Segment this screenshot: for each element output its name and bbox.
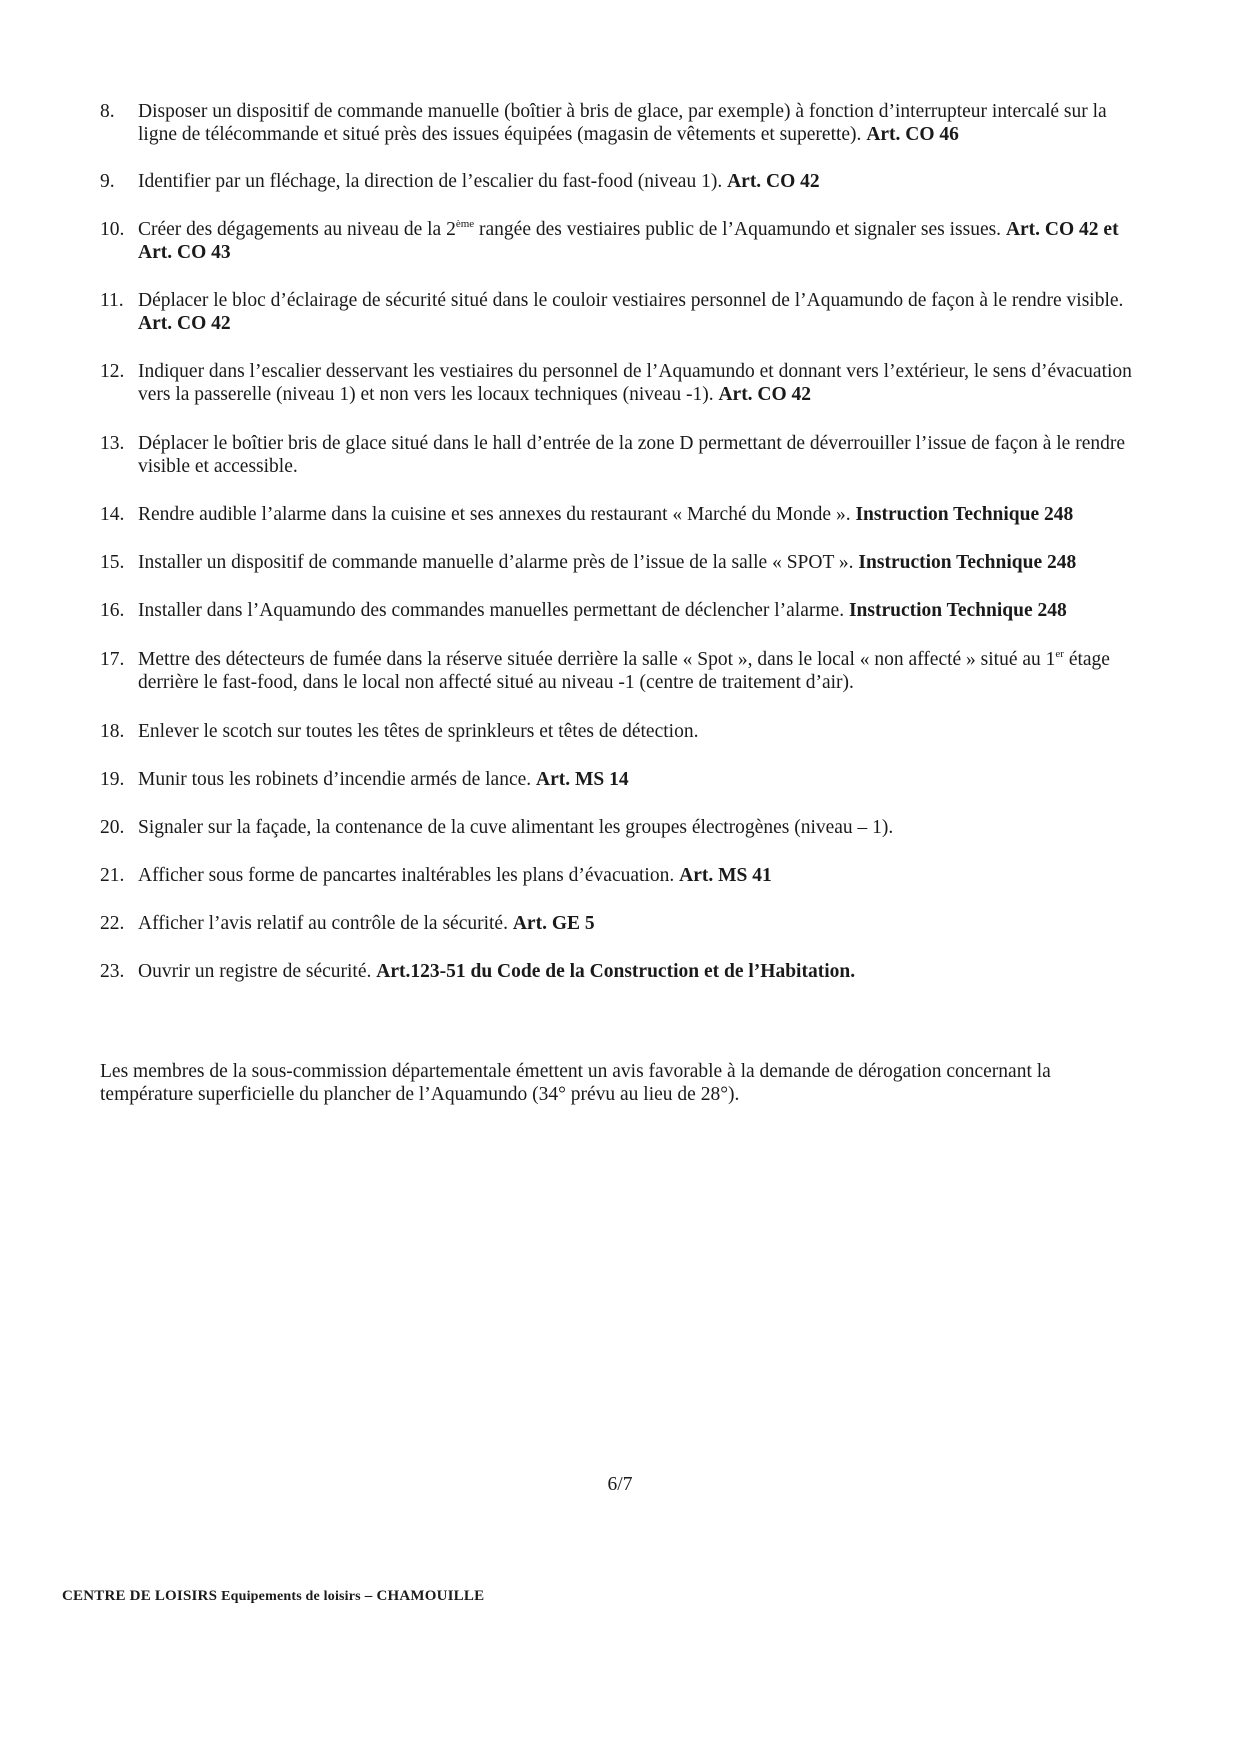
item-text: Installer un dispositif de commande manuelle d’alarme près de l’issue de la salle « SPOT ». Instruction Technique 248 [138,552,1077,573]
item-text: Identifier par un fléchage, la direction de l’escalier du fast-food (niveau 1). Art. CO 42 [138,171,820,192]
item-text: Enlever le scotch sur toutes les têtes de sprinkleurs et têtes de détection. [138,721,699,742]
footer-location: – CHAMOUILLE [364,1588,485,1604]
item-reference: Art. CO 42 [138,313,231,334]
item-text: Afficher sous forme de pancartes inaltérables les plans d’évacuation. Art. MS 41 [138,865,772,886]
item-number: 12. [100,361,125,382]
item-reference: Instruction Technique 248 [858,552,1077,573]
item-number: 10. [100,219,125,240]
item-reference: Art. GE 5 [512,913,595,934]
conclusion-paragraph: Les membres de la sous-commission départementale émettent un avis favorable à la demande de dérogation concernant la température superficielle du plancher de l’Aquamundo (34° prévu au lieu de 28°). [100,1061,1051,1105]
page-number: 6/7 [607,1474,633,1495]
item-text: Signaler sur la façade, la contenance de la cuve alimentant les groupes électrogènes (niveau – 1). [138,817,894,838]
item-text: Indiquer dans l’escalier desservant les vestiaires du personnel de l’Aquamundo et donnant vers l’extérieur, le sens d’évacuation vers la passerelle (niveau 1) et non vers les locaux techniques (niveau -1). Art. CO 42 [138,361,1132,405]
footer [62,1588,484,1605]
item-number: 11. [100,290,124,311]
item-number: 22. [100,913,125,934]
item-reference: Instruction Technique 248 [848,600,1067,621]
item-reference: Art. CO 42 [727,171,820,192]
item-number: 19. [100,769,125,790]
item-text: Rendre audible l’alarme dans la cuisine et ses annexes du restaurant « Marché du Monde ». Instruction Technique 248 [138,504,1074,525]
superscript: er [1055,648,1064,660]
item-text: Créer des dégagements au niveau de la 2ème rangée des vestiaires public de l’Aquamundo et signaler ses issues. Art. CO 42 et Art. CO 43 [138,218,1119,263]
item-number: 15. [100,552,125,573]
item-text: Afficher l’avis relatif au contrôle de la sécurité. Art. GE 5 [138,913,595,934]
item-reference: Art. MS 14 [536,769,629,790]
footer-category: Equipements de loisirs [221,1589,361,1604]
item-text: Déplacer le boîtier bris de glace situé dans le hall d’entrée de la zone D permettant de déverrouiller l’issue de façon à le rendre visible et accessible. [138,433,1126,477]
item-reference: Art.123-51 du Code de la Construction et de l’Habitation. [376,961,856,982]
item-text: Installer dans l’Aquamundo des commandes manuelles permettant de déclencher l’alarme. Instruction Technique 248 [138,600,1067,621]
item-number: 20. [100,817,125,838]
item-number: 18. [100,721,125,742]
item-number: 9. [100,171,115,192]
superscript: ème [455,218,475,230]
item-number: 17. [100,649,125,670]
item-reference: Art. CO 42 [718,384,812,405]
item-text: Mettre des détecteurs de fumée dans la réserve située derrière la salle « Spot », dans le local « non affecté » situé au 1er étage derrière le fast-food, dans le local non affecté situé au niveau -1 (centre de traitement d’air). [138,648,1110,693]
item-number: 14. [100,504,125,525]
item-number: 16. [100,600,125,621]
item-reference: Instruction Technique 248 [855,504,1074,525]
item-reference: Art. CO 42 et Art. CO 43 [138,219,1119,263]
item-number: 13. [100,433,125,454]
item-text: Ouvrir un registre de sécurité. Art.123-51 du Code de la Construction et de l’Habitation. [138,961,856,982]
item-text: Munir tous les robinets d’incendie armés de lance. Art. MS 14 [138,769,629,790]
footer-organization: CENTRE DE LOISIRS [62,1588,218,1604]
item-number: 8. [100,101,115,122]
item-number: 21. [100,865,125,886]
item-number: 23. [100,961,125,982]
item-text: Disposer un dispositif de commande manuelle (boîtier à bris de glace, par exemple) à fonction d’interrupteur intercalé sur la ligne de télécommande et situé près des issues équipées (magasin de vêtements et superette). Art. CO 46 [138,101,1107,145]
item-reference: Art. CO 46 [866,124,959,145]
item-reference: Art. MS 41 [679,865,772,886]
item-text: Déplacer le bloc d’éclairage de sécurité situé dans le couloir vestiaires personnel de l’Aquamundo de façon à le rendre visible. Art. CO 42 [138,290,1124,334]
